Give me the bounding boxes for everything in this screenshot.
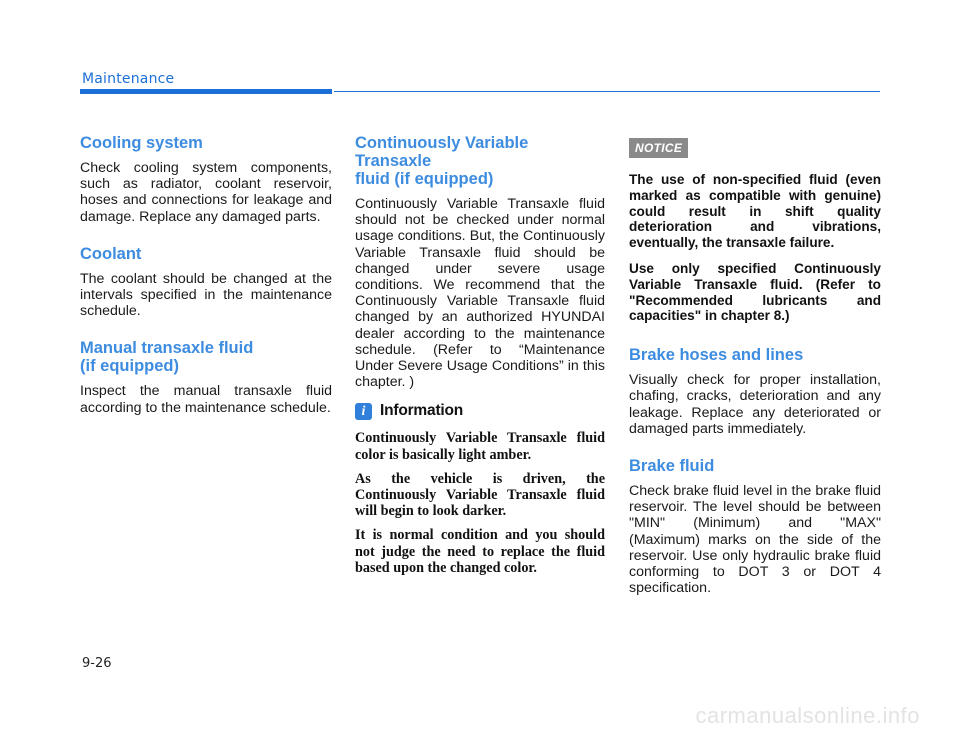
column-right [629, 133, 881, 616]
information-icon: i [355, 403, 372, 420]
page-number: 9-26 [82, 656, 112, 671]
manual-transaxle-heading-line2: (if equipped) [80, 357, 179, 376]
notice-badge: NOTICE [629, 138, 688, 158]
manual-transaxle-heading-line1: Manual transaxle fluid [80, 339, 254, 358]
brake-hoses-heading: Brake hoses and lines [629, 346, 804, 365]
information-header [355, 402, 605, 420]
watermark: carmanualsonline.info [695, 703, 920, 728]
cvt-fluid-heading-line2: fluid (if equipped) [355, 170, 494, 188]
coolant-heading: Coolant [80, 244, 142, 263]
information-text-1: Continuously Variable Transaxle fluid color is basically light amber. [355, 430, 605, 463]
header-rule-thick [80, 89, 332, 94]
cvt-fluid-heading [355, 134, 605, 188]
information-text-2: As the vehicle is driven, the Continuously Variable Transaxle fluid will begin to look darker. [355, 470, 605, 520]
brake-fluid-heading: Brake fluid [629, 456, 715, 475]
manual-transaxle-heading [80, 339, 332, 375]
column-left [80, 134, 332, 436]
brake-hoses-text: Visually check for proper installation, chafing, cracks, deterioration and any leakage. Replace any deteriorated or damaged parts immediately. [629, 372, 881, 437]
information-text-3: It is normal condition and you should not judge the need to replace the fluid based upon the changed color. [355, 527, 605, 576]
section-label: Maintenance [82, 71, 175, 87]
notice-text-2: Use only specified Continuously Variable Transaxle fluid. (Refer to "Recommended lubricants and capacities" in chapter 8.) [629, 260, 881, 324]
information-title: Information [380, 402, 464, 420]
manual-transaxle-text: Inspect the manual transaxle fluid according to the maintenance schedule. [80, 383, 332, 416]
cooling-system-heading: Cooling system [80, 134, 203, 152]
cooling-system-text: Check cooling system components, such as radiator, coolant reservoir, hoses and connections for leakage and damage. Replace any damaged parts. [80, 160, 332, 225]
brake-fluid-text: Check brake fluid level in the brake fluid reservoir. The level should be between "MIN" (Minimum) and "MAX" (Maximum) marks on the side of the reservoir. Use only hydraulic brake fluid conforming to DOT 3 or DOT 4 specification. [629, 482, 881, 597]
column-middle [355, 134, 605, 584]
notice-text-1: The use of non-specified fluid (even marked as compatible with genuine) could result in shift quality deterioration and vibrations, eventually, the transaxle failure. [629, 172, 881, 251]
cvt-fluid-heading-line1: Continuously Variable Transaxle [355, 134, 529, 170]
cvt-fluid-text: Continuously Variable Transaxle fluid should not be checked under normal usage conditions. But, the Continuously Variable Transaxle fluid should be changed under severe usage conditions. We recommend that the Continuously Variable Transaxle fluid changed by an authorized HYUNDAI dealer according to the maintenance schedule. (Refer to “Maintenance Under Severe Usage Conditions” in this chapter. ) [355, 196, 605, 391]
header-rule-thin [334, 91, 880, 92]
coolant-text: The coolant should be changed at the intervals specified in the maintenance schedule. [80, 270, 332, 320]
